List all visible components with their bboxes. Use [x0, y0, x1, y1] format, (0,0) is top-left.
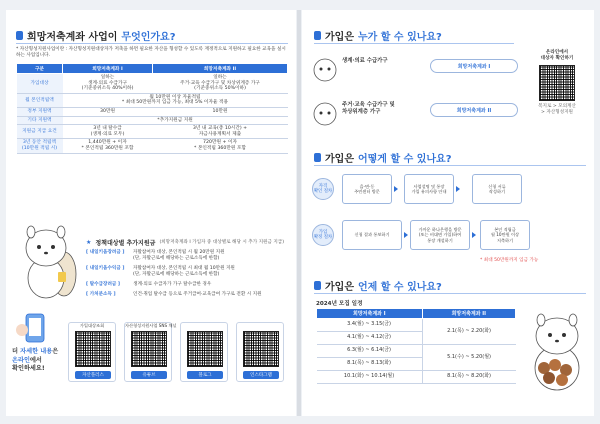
item-value: 생계·의료 수급자가 가구 탈수급한 경우	[133, 282, 212, 287]
qr-code-icon[interactable]	[131, 331, 167, 367]
table-cell: 일하는 생계·의료 수급가구 (기준중위소득 40%이하)	[63, 74, 153, 94]
qr-code-icon[interactable]	[75, 331, 111, 367]
table-row	[317, 371, 516, 384]
intro-text: * 자산형성지원사업이란 : 자산형성지원대상자가 저축을 하면 필요한 자산을 형성할 수 있도록 재정적으로 지원하고 필요한 교육을 실시하는 사업입니다.	[16, 47, 286, 58]
qr-label: 자산플러스	[75, 371, 111, 379]
extra-support-title: ★ 정책대상별 추가지원금 (희망저축계좌 I 가입자 중 대상별로 해당 시 추가 지원금 지급)	[86, 239, 285, 247]
table-row	[17, 116, 288, 125]
row-label: 기타 지원액	[17, 116, 63, 125]
program-table	[16, 63, 288, 154]
table-row	[317, 319, 516, 332]
process-step: 신청 서류 작성하기	[472, 174, 522, 204]
qr-label: 블로그	[187, 371, 223, 379]
how-rows	[312, 172, 587, 270]
qr-card[interactable]	[180, 322, 228, 382]
row-label: 지원금 지급 요건	[17, 125, 63, 139]
target-group: 생계·의료 수급가구	[342, 58, 388, 64]
schedule-subtitle: 2024년 모집 일정	[316, 301, 363, 307]
schedule-cell: 10.1(화) ~ 10.14(월)	[317, 371, 423, 384]
qr-title	[181, 323, 227, 329]
who-section-title: 가입은 누가 할 수 있나요?	[314, 28, 442, 43]
item-key: [ 탈수급장려금 ]	[86, 282, 121, 287]
extra-support-list	[86, 250, 291, 302]
right-panel	[302, 10, 594, 416]
arrow-right-icon	[394, 186, 398, 192]
arrow-right-icon	[472, 232, 476, 238]
squirrel-mascot-icon	[18, 222, 80, 300]
process-step: 가까운 하나은행을 방문 (또는 비대면 가입)하여 통장 개설하기	[410, 220, 470, 250]
how-note: * 최대 50만원까지 입금 가능	[480, 258, 539, 263]
row-label: 3년 동안 적립액 (10만원 적립 시)	[17, 139, 63, 153]
table-header: 희망저축계좌 I	[317, 309, 423, 319]
online-check: 온라인에서 대상자 확인하기 복지로 > 모의계산 > 자산형성지원	[538, 50, 576, 115]
table-cell: 30만원	[63, 107, 153, 116]
list-item	[86, 282, 291, 288]
title-mark-icon	[314, 153, 321, 162]
qr-code-icon[interactable]	[243, 331, 279, 367]
table-header: 희망저축계좌 II	[422, 309, 515, 319]
who-rows	[312, 52, 522, 142]
item-key: [ 가처분소득 ]	[86, 292, 116, 297]
qr-card[interactable]	[124, 322, 177, 382]
schedule-cell: 2.1(목) ~ 2.20(화)	[422, 319, 515, 345]
divider	[314, 43, 514, 44]
title-mark-icon	[16, 31, 23, 40]
item-value: 인건·취업 탈수급 등으로 주거급여·교육급여 가구로 전환 시 지원	[133, 292, 262, 297]
product-badge: 희망저축계좌 II	[430, 103, 518, 117]
table-cell: 월 10만원 이상 자율적립 * 최대 50만원까지 입금 가능, 최대 5% 이자율 적용	[63, 93, 288, 107]
table-cell: 3년 내 탈수급 (생계·의료 모두)	[63, 125, 153, 139]
arrow-right-icon	[404, 232, 408, 238]
divider	[314, 293, 586, 294]
table-cell: *추가지원금 지원	[63, 116, 288, 125]
qr-code-icon[interactable]	[539, 65, 575, 101]
process-step: 사업설명 및 통장 가입 유의사항 안내	[404, 174, 454, 204]
table-row	[317, 345, 516, 358]
divider	[16, 43, 288, 44]
qr-card[interactable]	[68, 322, 116, 382]
table-row	[17, 93, 288, 107]
qr-card[interactable]	[236, 322, 284, 382]
product-badge: 희망저축계좌 I	[430, 59, 518, 73]
smartphone-icon	[14, 312, 56, 344]
process-label: 자격 확인 절차	[312, 178, 334, 200]
title-mark-icon	[314, 31, 321, 40]
schedule-cell: 8.1(목) ~ 8.13(화)	[317, 358, 423, 371]
item-key: [ 내일키움수익금 ]	[86, 266, 125, 271]
table-cell: 10만원	[153, 107, 288, 116]
item-value: 자활참여자 대상, 본인적립 시 월 20만원 지원 (단, 자활근로에 해당하는 근로소득에 한함)	[133, 250, 225, 261]
table-row	[17, 107, 288, 116]
table-header: 희망저축계좌 II	[153, 64, 288, 74]
process-step: 읍·면·동 주민센터 방문	[342, 174, 392, 204]
target-group: 주거·교육 수급가구 및 차상위계층 가구	[342, 102, 395, 115]
squirrel-face-icon	[312, 100, 338, 126]
schedule-cell: 3.4(월) ~ 3.15(금)	[317, 319, 423, 332]
qr-code-icon[interactable]	[187, 331, 223, 367]
arrow-right-icon	[456, 186, 460, 192]
schedule-table	[316, 308, 516, 384]
schedule-cell: 6.3(월) ~ 6.14(금)	[317, 345, 423, 358]
table-cell: 720만원 + 이자 * 본인적립 360만원 포함	[153, 139, 288, 153]
qr-label: 인스타그램	[243, 371, 279, 379]
qr-title: 가입대상조회	[79, 323, 105, 328]
row-label: 가입대상	[17, 74, 63, 94]
title-mark-icon	[314, 281, 321, 290]
table-cell: 1,440만원 + 이자 * 본인적립 360만원 포함	[63, 139, 153, 153]
row-label: 정부 지원액	[17, 107, 63, 116]
process-label: 가입 확정 절차	[312, 224, 334, 246]
list-item	[86, 292, 291, 298]
schedule-cell: 4.1(월) ~ 4.12(금)	[317, 332, 423, 345]
left-section-title: 희망저축계좌 사업이 무엇인가요?	[16, 28, 176, 43]
table-row	[17, 139, 288, 153]
qr-title	[237, 323, 283, 329]
list-item	[86, 250, 291, 262]
qr-label: 유튜브	[131, 371, 167, 379]
qr-row	[68, 322, 293, 392]
row-label: 월 본인적립액	[17, 93, 63, 107]
more-info-text: 더 자세한 내용은 온라인에서 확인하세요!	[12, 348, 59, 372]
item-key: [ 내일키움장려금 ]	[86, 250, 125, 255]
squirrel-face-icon	[312, 56, 338, 82]
process-step: 신청 결과 통보하기	[342, 220, 402, 250]
fold-line	[297, 10, 301, 416]
divider	[314, 165, 586, 166]
left-panel	[6, 10, 296, 416]
schedule-cell: 5.1(수) ~ 5.20(월)	[422, 345, 515, 371]
list-item	[86, 266, 291, 278]
process-step: 본인 적립금 월 10만원 이상 저축하기	[480, 220, 530, 250]
table-header: 희망저축계좌 I	[63, 64, 153, 74]
table-row	[17, 125, 288, 139]
table-header: 구분	[17, 64, 63, 74]
schedule-cell: 8.1(목) ~ 8.20(화)	[422, 371, 515, 384]
table-cell: 일하는 주거·교육 수급가구 및 차상위계층 가구 (기준중위소득 50%이하)	[153, 74, 288, 94]
when-section-title: 가입은 언제 할 수 있나요?	[314, 278, 442, 293]
item-value: 자활참여자 대상, 본인적립 시 최대 월 10만원 지원 (단, 자활근로에 해당하는 근로소득에 한함)	[133, 266, 235, 277]
qr-title: 자산형성지원사업 SNS 채널	[125, 323, 177, 328]
squirrel-acorns-icon	[524, 310, 590, 394]
table-row	[17, 74, 288, 94]
table-cell: 3년 내 교육(총 10시간) + 자금사용계획서 제출	[153, 125, 288, 139]
how-section-title: 가입은 어떻게 할 수 있나요?	[314, 150, 452, 165]
